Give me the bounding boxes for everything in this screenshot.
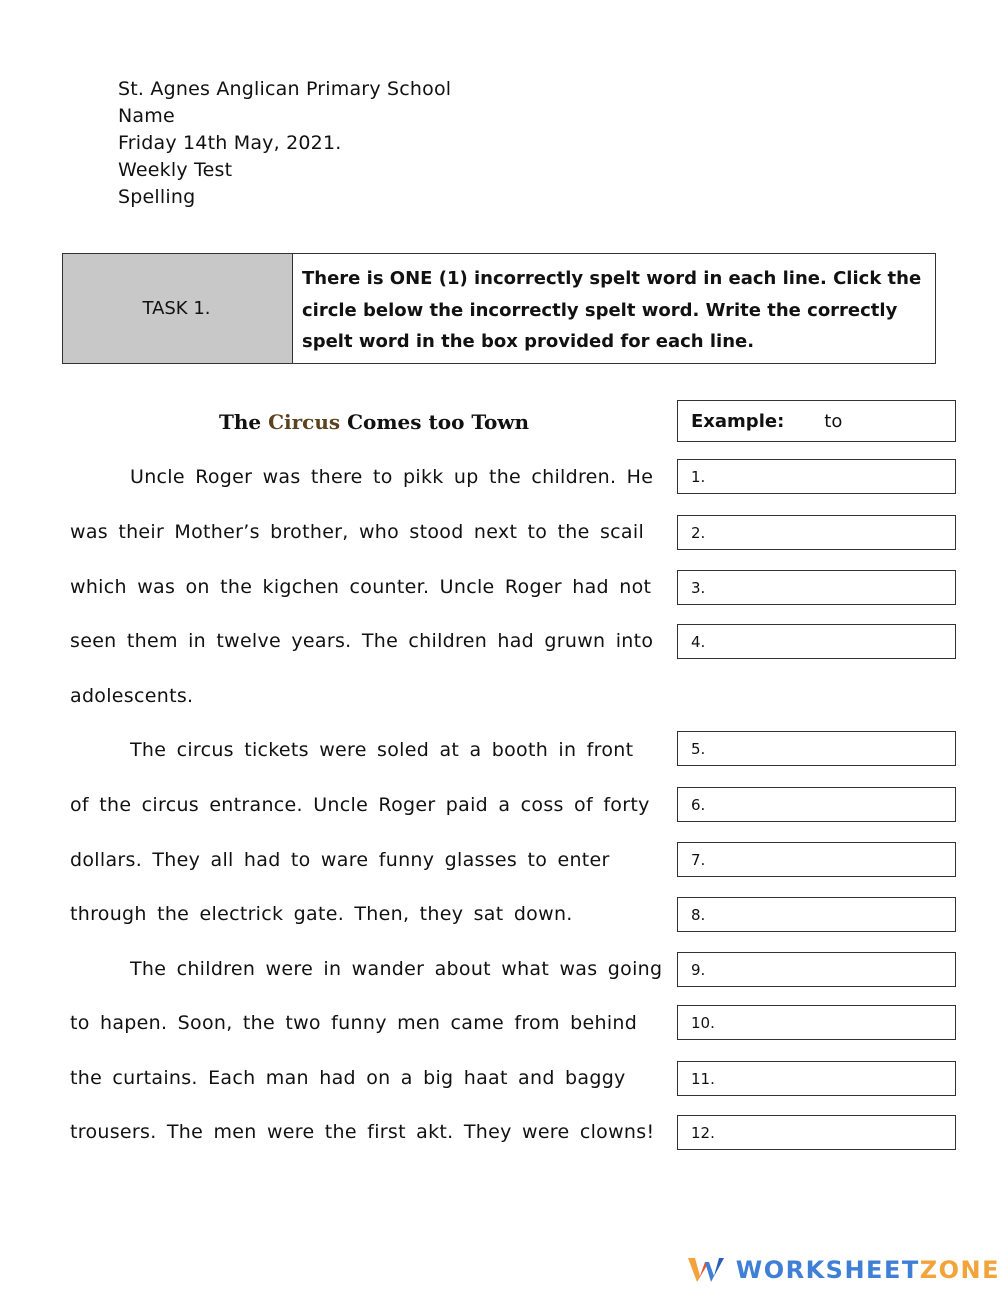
example-word: to bbox=[824, 410, 843, 432]
name-label: Name bbox=[118, 105, 175, 127]
answer-number: 9. bbox=[691, 960, 706, 979]
story-line-5: adolescents. bbox=[70, 685, 194, 707]
task-label: TASK 1. bbox=[63, 254, 293, 363]
answer-number: 8. bbox=[691, 905, 706, 924]
test-type: Weekly Test bbox=[118, 159, 233, 181]
story-line-12: the curtains. Each man had on a big haat and baggy bbox=[70, 1067, 626, 1089]
answer-box-5[interactable] bbox=[677, 731, 956, 766]
subject: Spelling bbox=[118, 186, 196, 208]
answer-number: 6. bbox=[691, 795, 706, 814]
story-title-part1: The bbox=[219, 410, 269, 434]
story-title bbox=[219, 410, 529, 434]
task-table bbox=[62, 253, 936, 364]
story-line-3: which was on the kigchen counter. Uncle Roger had not bbox=[70, 576, 652, 598]
answer-box-10[interactable] bbox=[677, 1005, 956, 1040]
story-line-2: was their Mother’s brother, who stood next to the scail bbox=[70, 521, 645, 543]
example-label: Example: bbox=[691, 410, 785, 432]
answer-box-4[interactable] bbox=[677, 624, 956, 659]
worksheet-header bbox=[118, 76, 451, 211]
answer-number: 5. bbox=[691, 739, 706, 758]
answer-box-1[interactable] bbox=[677, 459, 956, 494]
wordmark-part1: WORKSHEET bbox=[735, 1256, 920, 1284]
worksheetzone-w-logo-icon bbox=[688, 1256, 724, 1284]
story-line-1: Uncle Roger was there to pikk up the children. He bbox=[130, 466, 654, 488]
task-instruction: There is ONE (1) incorrectly spelt word in each line. Click the circle below the incorrectly spelt word. Write the correctly spelt word in the box provided for each line. bbox=[302, 268, 922, 352]
answer-box-12[interactable] bbox=[677, 1115, 956, 1150]
answer-number: 2. bbox=[691, 523, 706, 542]
answer-box-8[interactable] bbox=[677, 897, 956, 932]
story-line-11: to hapen. Soon, the two funny men came from behind bbox=[70, 1012, 638, 1034]
answer-box-7[interactable] bbox=[677, 842, 956, 877]
answer-box-9[interactable] bbox=[677, 952, 956, 987]
story-title-part3: Comes too Town bbox=[340, 410, 530, 434]
answer-number: 10. bbox=[691, 1013, 715, 1032]
answer-number: 1. bbox=[691, 467, 706, 486]
story-title-part2: Circus bbox=[268, 410, 341, 434]
answer-box-6[interactable] bbox=[677, 787, 956, 822]
story-line-6: The circus tickets were soled at a booth in front bbox=[130, 739, 634, 761]
wordmark-part2: ZONE bbox=[919, 1256, 1000, 1284]
story-line-9: through the electrick gate. Then, they sat down. bbox=[70, 903, 573, 925]
answer-number: 3. bbox=[691, 578, 706, 597]
example-box bbox=[677, 400, 956, 442]
story-line-7: of the circus entrance. Uncle Roger paid a coss of forty bbox=[70, 794, 650, 816]
story-line-10: The children were in wander about what was going bbox=[130, 958, 663, 980]
story-line-8: dollars. They all had to ware funny glasses to enter bbox=[70, 849, 610, 871]
worksheetzone-wordmark bbox=[736, 1256, 1000, 1284]
school-name: St. Agnes Anglican Primary School bbox=[118, 78, 452, 100]
answer-number: 11. bbox=[691, 1069, 715, 1088]
answer-box-11[interactable] bbox=[677, 1061, 956, 1096]
answer-number: 4. bbox=[691, 632, 706, 651]
answer-number: 12. bbox=[691, 1123, 715, 1142]
test-date: Friday 14th May, 2021. bbox=[118, 132, 342, 154]
story-line-4: seen them in twelve years. The children had gruwn into bbox=[70, 630, 654, 652]
answer-box-3[interactable] bbox=[677, 570, 956, 605]
worksheetzone-watermark bbox=[688, 1256, 1000, 1284]
answer-box-2[interactable] bbox=[677, 515, 956, 550]
answer-number: 7. bbox=[691, 850, 706, 869]
story-line-13: trousers. The men were the first akt. They were clowns! bbox=[70, 1121, 655, 1143]
